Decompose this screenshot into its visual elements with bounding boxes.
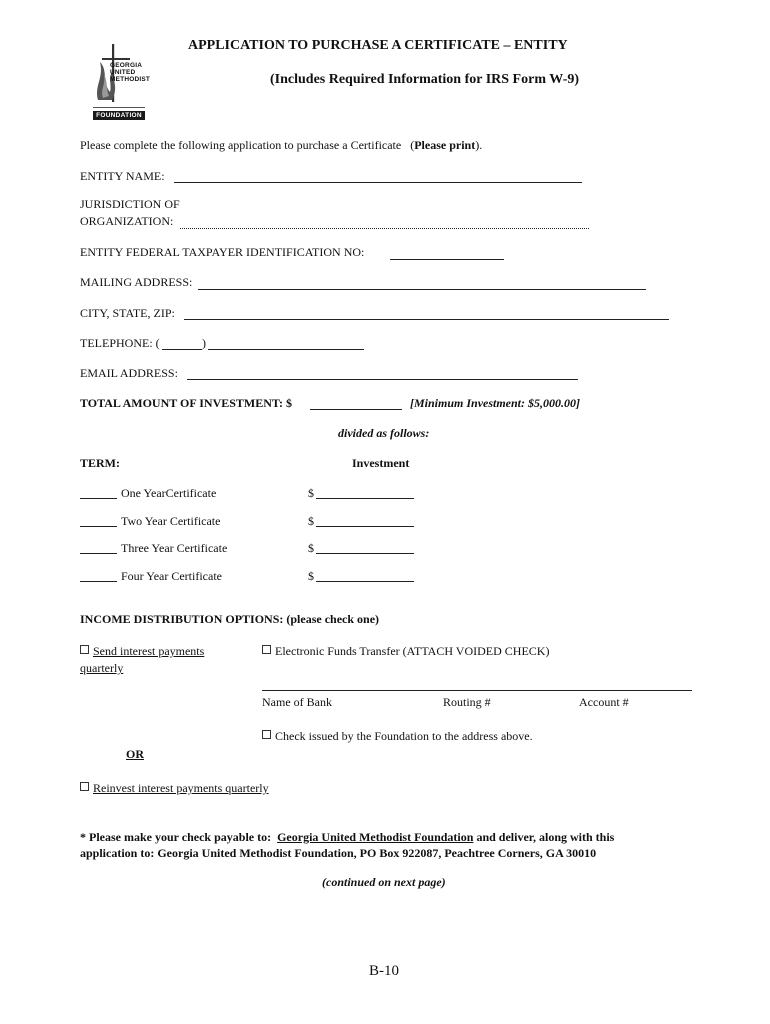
term-check-field[interactable] xyxy=(80,553,117,554)
eft-label: Electronic Funds Transfer (ATTACH VOIDED CHECK) xyxy=(275,644,550,658)
term-check-field[interactable] xyxy=(80,581,117,582)
term-amount-field[interactable] xyxy=(316,498,414,499)
option-send-quarterly[interactable] xyxy=(80,644,204,659)
send-quarterly-label: Send interest payments xyxy=(93,644,205,658)
city-state-zip-label: CITY, STATE, ZIP: xyxy=(80,306,175,320)
payable-name: Georgia United Methodist Foundation xyxy=(277,830,474,844)
delivery-address: application to: Georgia United Methodist Foundation, PO Box 922087, Peachtree Corners, GA 30010 xyxy=(80,846,597,860)
term-check-field[interactable] xyxy=(80,498,117,499)
term-amount-field[interactable] xyxy=(316,526,414,527)
minimum-investment-note: [Minimum Investment: $5,000.00] xyxy=(410,396,581,410)
option-check-issued[interactable] xyxy=(262,729,533,744)
option-reinvest[interactable] xyxy=(80,781,269,796)
logo-line-georgia: GEORGIA xyxy=(110,62,143,69)
intro-paren-open: ( xyxy=(410,138,415,152)
or-separator: OR xyxy=(126,747,144,761)
mailing-address-label: MAILING ADDRESS: xyxy=(80,275,193,289)
mailing-address-field[interactable] xyxy=(198,289,646,290)
routing-label: Routing # xyxy=(443,695,491,709)
eft-checkbox[interactable] xyxy=(262,645,271,654)
term-label: Four Year Certificate xyxy=(121,569,222,583)
tax-id-field[interactable] xyxy=(390,259,504,260)
term-header: TERM: xyxy=(80,456,120,470)
total-investment-label: TOTAL AMOUNT OF INVESTMENT: $ xyxy=(80,396,293,410)
jurisdiction-field[interactable] xyxy=(180,228,589,229)
term-amount-field[interactable] xyxy=(316,581,414,582)
check-issued-label: Check issued by the Foundation to the address above. xyxy=(275,729,533,743)
jurisdiction-label-line1: JURISDICTION OF xyxy=(80,197,180,211)
divided-as-follows: divided as follows: xyxy=(338,426,430,440)
name-of-bank-label: Name of Bank xyxy=(262,695,332,709)
entity-name-label: ENTITY NAME: xyxy=(80,169,165,183)
payable-suffix: and deliver, along with this xyxy=(476,830,615,844)
telephone-number-field[interactable] xyxy=(208,349,364,350)
distribution-heading: INCOME DISTRIBUTION OPTIONS: (please check one) xyxy=(80,612,380,626)
investment-header: Investment xyxy=(352,456,410,470)
send-quarterly-checkbox[interactable] xyxy=(80,645,89,654)
logo-line-methodist: METHODIST xyxy=(110,76,151,83)
reinvest-checkbox[interactable] xyxy=(80,782,89,791)
jurisdiction-label-line2: ORGANIZATION: xyxy=(80,214,174,228)
email-label: EMAIL ADDRESS: xyxy=(80,366,178,380)
logo-rule xyxy=(93,107,145,108)
term-check-field[interactable] xyxy=(80,526,117,527)
logo-band: FOUNDATION xyxy=(93,111,145,120)
bank-info-field[interactable] xyxy=(262,690,692,691)
option-eft[interactable] xyxy=(262,644,549,659)
logo-wordmark xyxy=(110,62,150,83)
entity-name-field[interactable] xyxy=(174,182,582,183)
telephone-close-paren: ) xyxy=(202,336,206,350)
term-label: Two Year Certificate xyxy=(121,514,221,528)
check-issued-checkbox[interactable] xyxy=(262,730,271,739)
payable-instructions xyxy=(80,830,614,845)
continued-note: (continued on next page) xyxy=(322,875,446,889)
dollar-sign: $ xyxy=(308,486,314,500)
intro-text xyxy=(80,138,482,153)
tax-id-label: ENTITY FEDERAL TAXPAYER IDENTIFICATION NO: xyxy=(80,245,365,259)
total-investment-field[interactable] xyxy=(310,409,402,410)
city-state-zip-field[interactable] xyxy=(184,319,669,320)
term-amount-field[interactable] xyxy=(316,553,414,554)
send-quarterly-label-line2: quarterly xyxy=(80,661,124,675)
telephone-area-code-field[interactable] xyxy=(162,349,202,350)
page-number: B-10 xyxy=(369,963,399,979)
reinvest-label: Reinvest interest payments quarterly xyxy=(93,781,269,795)
dollar-sign: $ xyxy=(308,541,314,555)
page-title: APPLICATION TO PURCHASE A CERTIFICATE – ENTITY xyxy=(188,38,568,53)
intro-emphasis: Please print xyxy=(414,138,476,152)
dollar-sign: $ xyxy=(308,514,314,528)
page-subtitle: (Includes Required Information for IRS Form W-9) xyxy=(270,72,580,87)
dollar-sign: $ xyxy=(308,569,314,583)
term-label: One YearCertificate xyxy=(121,486,217,500)
intro-sentence: Please complete the following application to purchase a Certificate xyxy=(80,138,402,152)
term-label: Three Year Certificate xyxy=(121,541,228,555)
telephone-label: TELEPHONE: ( xyxy=(80,336,160,350)
logo-line-united: UNITED xyxy=(110,69,136,76)
account-label: Account # xyxy=(579,695,629,709)
payable-prefix: * Please make your check payable to: xyxy=(80,830,272,844)
intro-paren-close: ). xyxy=(475,138,483,152)
email-field[interactable] xyxy=(187,379,578,380)
